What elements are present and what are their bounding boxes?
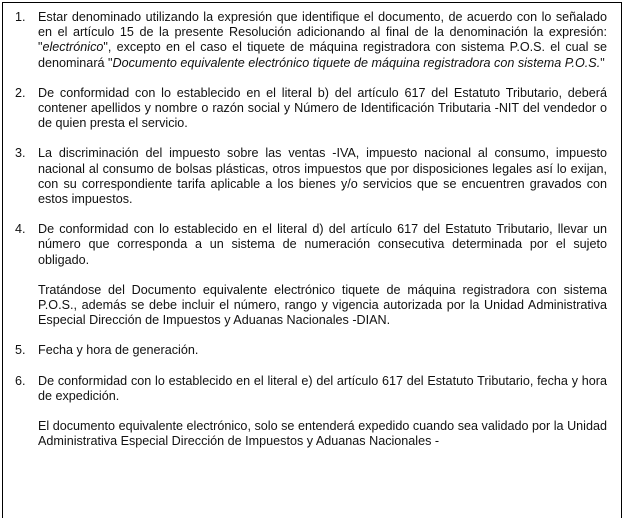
document-frame xyxy=(2,2,622,518)
italic-term: Documento equivalente electrónico tiquete de máquina registradora con sistema P.O.S. xyxy=(112,55,601,70)
item-number: 6. xyxy=(15,373,26,388)
item-text xyxy=(38,86,607,132)
item-text xyxy=(38,374,607,450)
item-number: 5. xyxy=(15,343,26,358)
paragraph: Fecha y hora de generación. xyxy=(38,343,199,358)
item-text xyxy=(38,146,607,207)
item-text xyxy=(38,222,607,328)
sub-paragraph: El documento equivalente electrónico, solo se entenderá expedido cuando sea validado por la Unidad Administrativa Especial Dirección de Impuestos y Aduanas Nacionales - xyxy=(38,419,607,449)
item-number: 3. xyxy=(15,146,26,161)
item-text xyxy=(38,10,607,71)
list-item xyxy=(15,343,607,358)
paragraph: De conformidad con lo establecido en el literal d) del artículo 617 del Estatuto Tributario, llevar un número que corresponda a un sistema de numeración consecutiva determinada por el sujeto obligado. xyxy=(38,222,607,267)
text-segment: ", excepto en el caso el tiquete de máquina registradora con sistema P.O.S. el cual se denominará " xyxy=(38,40,607,70)
text-segment: " xyxy=(600,55,605,70)
list-item xyxy=(15,222,607,328)
text-segment: Estar denominado utilizando la expresión que identifique el documento, de acuerdo con lo señalado en el artículo 15 de la presente Resolución adicionando al final de la denominación la expresión: " xyxy=(38,10,607,55)
item-text xyxy=(38,343,607,358)
item-number: 4. xyxy=(15,222,26,237)
list-item xyxy=(15,374,607,450)
sub-paragraph: Tratándose del Documento equivalente electrónico tiquete de máquina registradora con sistema P.O.S., además se debe incluir el número, rango y vigencia autorizada por la Unidad Administrativa Especial Dirección de Impuestos y Aduanas Nacionales -DIAN. xyxy=(38,282,607,328)
item-number: 1. xyxy=(15,10,26,24)
item-number: 2. xyxy=(15,85,26,100)
paragraph: De conformidad con lo establecido en el literal e) del artículo 617 del Estatuto Tributario, fecha y hora de expedición. xyxy=(38,373,607,403)
paragraph: De conformidad con lo establecido en el literal b) del artículo 617 del Estatuto Tributario, deberá contener apellidos y nombre o razón social y Número de Identificación Tributaria -NIT del vendedor o de quien presta el servicio. xyxy=(38,85,607,131)
list-item xyxy=(15,86,607,132)
paragraph: La discriminación del impuesto sobre las ventas -IVA, impuesto nacional al consumo, impuesto nacional al consumo de bolsas plásticas, otros impuestos que por disposiciones legales así lo exijan, con su correspondiente tarifa aplicable a los bienes y/o servicios que se encuentren gravados con estos impuestos. xyxy=(38,146,607,207)
italic-term: electrónico xyxy=(42,40,104,55)
list-item xyxy=(15,146,607,207)
list-item xyxy=(15,10,607,71)
document-body xyxy=(3,3,621,449)
